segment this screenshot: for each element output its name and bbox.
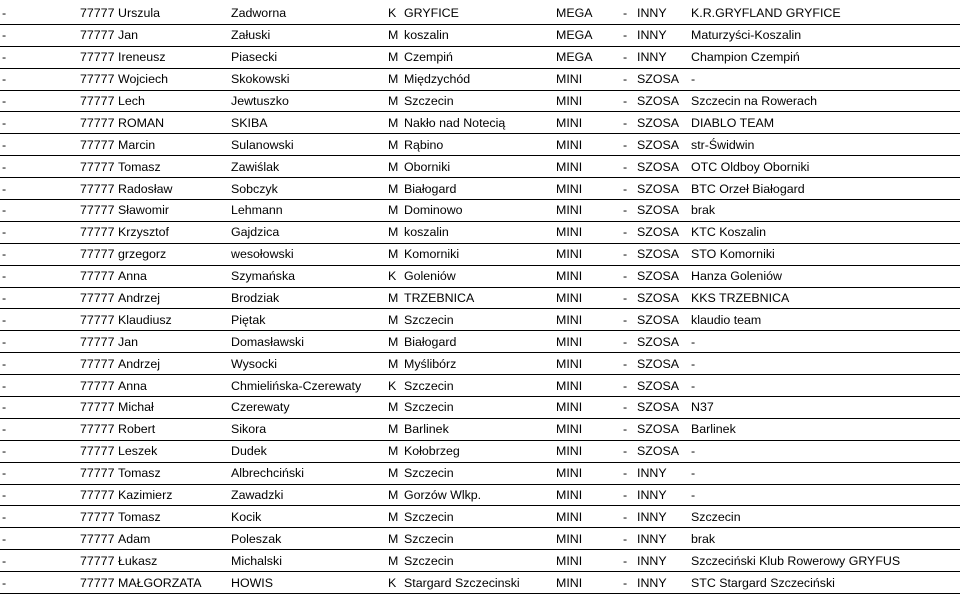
club-cell: Maturzyści-Koszalin [689,24,960,46]
club-cell: - [689,375,960,397]
first-name-cell: Urszula [116,3,229,24]
city-cell: Szczecin [402,462,554,484]
separator-cell: - [621,156,635,178]
table-body [0,3,960,594]
club-cell: DIABLO TEAM [689,112,960,134]
dash-cell: - [0,221,78,243]
gender-cell: M [386,287,402,309]
id-cell: 77777 [78,3,116,24]
separator-cell: - [621,3,635,24]
first-name-cell: Leszek [116,440,229,462]
separator-cell: - [621,550,635,572]
type-cell: SZOSA [635,68,689,90]
gender-cell: M [386,353,402,375]
club-cell: - [689,484,960,506]
type-cell: SZOSA [635,200,689,222]
gender-cell: M [386,221,402,243]
last-name-cell: wesołowski [229,243,386,265]
id-cell: 77777 [78,418,116,440]
city-cell: koszalin [402,221,554,243]
last-name-cell: Lehmann [229,200,386,222]
last-name-cell: HOWIS [229,572,386,594]
type-cell: SZOSA [635,156,689,178]
city-cell: Kołobrzeg [402,440,554,462]
city-cell: GRYFICE [402,3,554,24]
gender-cell: K [386,375,402,397]
club-cell: Szczecin [689,506,960,528]
club-cell: N37 [689,397,960,419]
first-name-cell: Andrzej [116,287,229,309]
type-cell: INNY [635,484,689,506]
gender-cell: M [386,331,402,353]
last-name-cell: Czerewaty [229,397,386,419]
id-cell: 77777 [78,24,116,46]
category-cell: MINI [554,68,621,90]
id-cell: 77777 [78,440,116,462]
table-row [0,506,960,528]
id-cell: 77777 [78,375,116,397]
gender-cell: M [386,68,402,90]
category-cell: MINI [554,134,621,156]
separator-cell: - [621,440,635,462]
separator-cell: - [621,353,635,375]
city-cell: Szczecin [402,309,554,331]
city-cell: Szczecin [402,506,554,528]
category-cell: MINI [554,397,621,419]
separator-cell: - [621,221,635,243]
first-name-cell: Anna [116,265,229,287]
city-cell: Czempiń [402,46,554,68]
type-cell: SZOSA [635,331,689,353]
club-cell: STC Stargard Szczeciński [689,572,960,594]
first-name-cell: Adam [116,528,229,550]
dash-cell: - [0,440,78,462]
table-row [0,462,960,484]
last-name-cell: Zawiślak [229,156,386,178]
id-cell: 77777 [78,353,116,375]
club-cell: OTC Oldboy Oborniki [689,156,960,178]
club-cell: - [689,331,960,353]
table-row [0,24,960,46]
first-name-cell: Sławomir [116,200,229,222]
id-cell: 77777 [78,68,116,90]
city-cell: Szczecin [402,397,554,419]
club-cell: KTC Koszalin [689,221,960,243]
table-row [0,353,960,375]
table-row [0,243,960,265]
dash-cell: - [0,353,78,375]
separator-cell: - [621,90,635,112]
id-cell: 77777 [78,331,116,353]
dash-cell: - [0,24,78,46]
gender-cell: M [386,506,402,528]
type-cell: SZOSA [635,90,689,112]
last-name-cell: Piasecki [229,46,386,68]
city-cell: Szczecin [402,90,554,112]
table-row [0,68,960,90]
gender-cell: M [386,397,402,419]
type-cell: INNY [635,24,689,46]
category-cell: MEGA [554,46,621,68]
dash-cell: - [0,484,78,506]
city-cell: TRZEBNICA [402,287,554,309]
separator-cell: - [621,528,635,550]
gender-cell: M [386,200,402,222]
city-cell: Dominowo [402,200,554,222]
club-cell: - [689,68,960,90]
separator-cell: - [621,309,635,331]
category-cell: MINI [554,484,621,506]
dash-cell: - [0,134,78,156]
dash-cell: - [0,287,78,309]
separator-cell: - [621,506,635,528]
category-cell: MINI [554,287,621,309]
type-cell: SZOSA [635,440,689,462]
first-name-cell: Tomasz [116,462,229,484]
gender-cell: M [386,418,402,440]
participants-table [0,3,960,594]
table-row [0,309,960,331]
category-cell: MINI [554,462,621,484]
category-cell: MINI [554,506,621,528]
table-row [0,331,960,353]
last-name-cell: SKIBA [229,112,386,134]
club-cell: STO Komorniki [689,243,960,265]
dash-cell: - [0,418,78,440]
last-name-cell: Domasławski [229,331,386,353]
first-name-cell: Michał [116,397,229,419]
category-cell: MINI [554,221,621,243]
last-name-cell: Sikora [229,418,386,440]
id-cell: 77777 [78,112,116,134]
city-cell: Szczecin [402,528,554,550]
city-cell: Nakło nad Notecią [402,112,554,134]
club-cell: str-Świdwin [689,134,960,156]
city-cell: Gorzów Wlkp. [402,484,554,506]
type-cell: INNY [635,506,689,528]
id-cell: 77777 [78,528,116,550]
table-row [0,178,960,200]
dash-cell: - [0,375,78,397]
gender-cell: M [386,90,402,112]
dash-cell: - [0,3,78,24]
gender-cell: K [386,3,402,24]
last-name-cell: Wysocki [229,353,386,375]
gender-cell: M [386,134,402,156]
dash-cell: - [0,112,78,134]
id-cell: 77777 [78,484,116,506]
dash-cell: - [0,68,78,90]
separator-cell: - [621,418,635,440]
table-row [0,397,960,419]
dash-cell: - [0,178,78,200]
type-cell: SZOSA [635,112,689,134]
id-cell: 77777 [78,550,116,572]
category-cell: MEGA [554,3,621,24]
table-row [0,265,960,287]
city-cell: Białogard [402,331,554,353]
category-cell: MINI [554,550,621,572]
dash-cell: - [0,331,78,353]
club-cell: brak [689,200,960,222]
gender-cell: K [386,265,402,287]
dash-cell: - [0,528,78,550]
dash-cell: - [0,200,78,222]
last-name-cell: Gajdzica [229,221,386,243]
city-cell: Barlinek [402,418,554,440]
category-cell: MINI [554,265,621,287]
last-name-cell: Sobczyk [229,178,386,200]
last-name-cell: Brodziak [229,287,386,309]
category-cell: MINI [554,156,621,178]
type-cell: INNY [635,550,689,572]
city-cell: Międzychód [402,68,554,90]
gender-cell: M [386,112,402,134]
table-row [0,200,960,222]
last-name-cell: Piętak [229,309,386,331]
first-name-cell: Jan [116,24,229,46]
separator-cell: - [621,178,635,200]
id-cell: 77777 [78,134,116,156]
first-name-cell: Radosław [116,178,229,200]
first-name-cell: Anna [116,375,229,397]
last-name-cell: Dudek [229,440,386,462]
category-cell: MINI [554,528,621,550]
first-name-cell: Krzysztof [116,221,229,243]
city-cell: Komorniki [402,243,554,265]
first-name-cell: Kazimierz [116,484,229,506]
type-cell: SZOSA [635,309,689,331]
category-cell: MINI [554,375,621,397]
separator-cell: - [621,462,635,484]
club-cell: Szczeciński Klub Rowerowy GRYFUS [689,550,960,572]
club-cell: K.R.GRYFLAND GRYFICE [689,3,960,24]
last-name-cell: Sulanowski [229,134,386,156]
dash-cell: - [0,265,78,287]
type-cell: INNY [635,3,689,24]
first-name-cell: Tomasz [116,506,229,528]
last-name-cell: Poleszak [229,528,386,550]
first-name-cell: Jan [116,331,229,353]
table-row [0,46,960,68]
first-name-cell: MAŁGORZATA [116,572,229,594]
city-cell: Białogard [402,178,554,200]
id-cell: 77777 [78,243,116,265]
first-name-cell: Łukasz [116,550,229,572]
category-cell: MINI [554,112,621,134]
type-cell: SZOSA [635,265,689,287]
type-cell: SZOSA [635,418,689,440]
last-name-cell: Zawadzki [229,484,386,506]
gender-cell: M [386,440,402,462]
type-cell: INNY [635,462,689,484]
separator-cell: - [621,200,635,222]
club-cell: Champion Czempiń [689,46,960,68]
category-cell: MINI [554,353,621,375]
separator-cell: - [621,397,635,419]
city-cell: Szczecin [402,550,554,572]
dash-cell: - [0,90,78,112]
dash-cell: - [0,156,78,178]
category-cell: MINI [554,243,621,265]
table-row [0,134,960,156]
dash-cell: - [0,506,78,528]
dash-cell: - [0,243,78,265]
separator-cell: - [621,68,635,90]
table-row [0,3,960,24]
table-row [0,156,960,178]
type-cell: SZOSA [635,353,689,375]
type-cell: SZOSA [635,221,689,243]
gender-cell: M [386,24,402,46]
dash-cell: - [0,46,78,68]
category-cell: MINI [554,331,621,353]
table-row [0,112,960,134]
last-name-cell: Albrechciński [229,462,386,484]
type-cell: INNY [635,46,689,68]
first-name-cell: Robert [116,418,229,440]
first-name-cell: Andrzej [116,353,229,375]
category-cell: MINI [554,418,621,440]
id-cell: 77777 [78,462,116,484]
id-cell: 77777 [78,397,116,419]
type-cell: SZOSA [635,134,689,156]
id-cell: 77777 [78,46,116,68]
category-cell: MINI [554,440,621,462]
table-row [0,418,960,440]
table-row [0,484,960,506]
first-name-cell: Klaudiusz [116,309,229,331]
id-cell: 77777 [78,221,116,243]
gender-cell: K [386,572,402,594]
city-cell: Oborniki [402,156,554,178]
city-cell: Rąbino [402,134,554,156]
dash-cell: - [0,462,78,484]
table-row [0,221,960,243]
last-name-cell: Chmielińska-Czerewaty [229,375,386,397]
id-cell: 77777 [78,506,116,528]
gender-cell: M [386,550,402,572]
club-cell: Hanza Goleniów [689,265,960,287]
id-cell: 77777 [78,572,116,594]
table-row [0,528,960,550]
separator-cell: - [621,375,635,397]
dash-cell: - [0,309,78,331]
club-cell: - [689,353,960,375]
city-cell: Goleniów [402,265,554,287]
type-cell: SZOSA [635,375,689,397]
id-cell: 77777 [78,265,116,287]
separator-cell: - [621,24,635,46]
gender-cell: M [386,484,402,506]
type-cell: SZOSA [635,178,689,200]
separator-cell: - [621,134,635,156]
separator-cell: - [621,331,635,353]
last-name-cell: Skokowski [229,68,386,90]
id-cell: 77777 [78,287,116,309]
city-cell: Szczecin [402,375,554,397]
separator-cell: - [621,265,635,287]
table-row [0,287,960,309]
id-cell: 77777 [78,309,116,331]
last-name-cell: Załuski [229,24,386,46]
city-cell: koszalin [402,24,554,46]
table-row [0,440,960,462]
category-cell: MEGA [554,24,621,46]
type-cell: SZOSA [635,243,689,265]
separator-cell: - [621,243,635,265]
club-cell: - [689,462,960,484]
gender-cell: M [386,243,402,265]
last-name-cell: Szymańska [229,265,386,287]
first-name-cell: Wojciech [116,68,229,90]
last-name-cell: Michalski [229,550,386,572]
last-name-cell: Kocik [229,506,386,528]
table-row [0,572,960,594]
club-cell: - [689,440,960,462]
gender-cell: M [386,462,402,484]
id-cell: 77777 [78,156,116,178]
club-cell: Barlinek [689,418,960,440]
type-cell: INNY [635,572,689,594]
separator-cell: - [621,112,635,134]
table-row [0,550,960,572]
separator-cell: - [621,572,635,594]
first-name-cell: Ireneusz [116,46,229,68]
club-cell: klaudio team [689,309,960,331]
first-name-cell: Tomasz [116,156,229,178]
club-cell: KKS TRZEBNICA [689,287,960,309]
dash-cell: - [0,550,78,572]
gender-cell: M [386,528,402,550]
first-name-cell: Lech [116,90,229,112]
type-cell: SZOSA [635,397,689,419]
club-cell: brak [689,528,960,550]
gender-cell: M [386,178,402,200]
category-cell: MINI [554,178,621,200]
category-cell: MINI [554,309,621,331]
last-name-cell: Zadworna [229,3,386,24]
id-cell: 77777 [78,200,116,222]
id-cell: 77777 [78,90,116,112]
separator-cell: - [621,484,635,506]
category-cell: MINI [554,90,621,112]
last-name-cell: Jewtuszko [229,90,386,112]
gender-cell: M [386,46,402,68]
table-row [0,90,960,112]
first-name-cell: grzegorz [116,243,229,265]
city-cell: Myślibórz [402,353,554,375]
separator-cell: - [621,46,635,68]
type-cell: INNY [635,528,689,550]
gender-cell: M [386,309,402,331]
city-cell: Stargard Szczecinski [402,572,554,594]
gender-cell: M [386,156,402,178]
separator-cell: - [621,287,635,309]
club-cell: BTC Orzeł Białogard [689,178,960,200]
dash-cell: - [0,572,78,594]
type-cell: SZOSA [635,287,689,309]
club-cell: Szczecin na Rowerach [689,90,960,112]
table-row [0,375,960,397]
first-name-cell: Marcin [116,134,229,156]
dash-cell: - [0,397,78,419]
id-cell: 77777 [78,178,116,200]
category-cell: MINI [554,572,621,594]
category-cell: MINI [554,200,621,222]
first-name-cell: ROMAN [116,112,229,134]
